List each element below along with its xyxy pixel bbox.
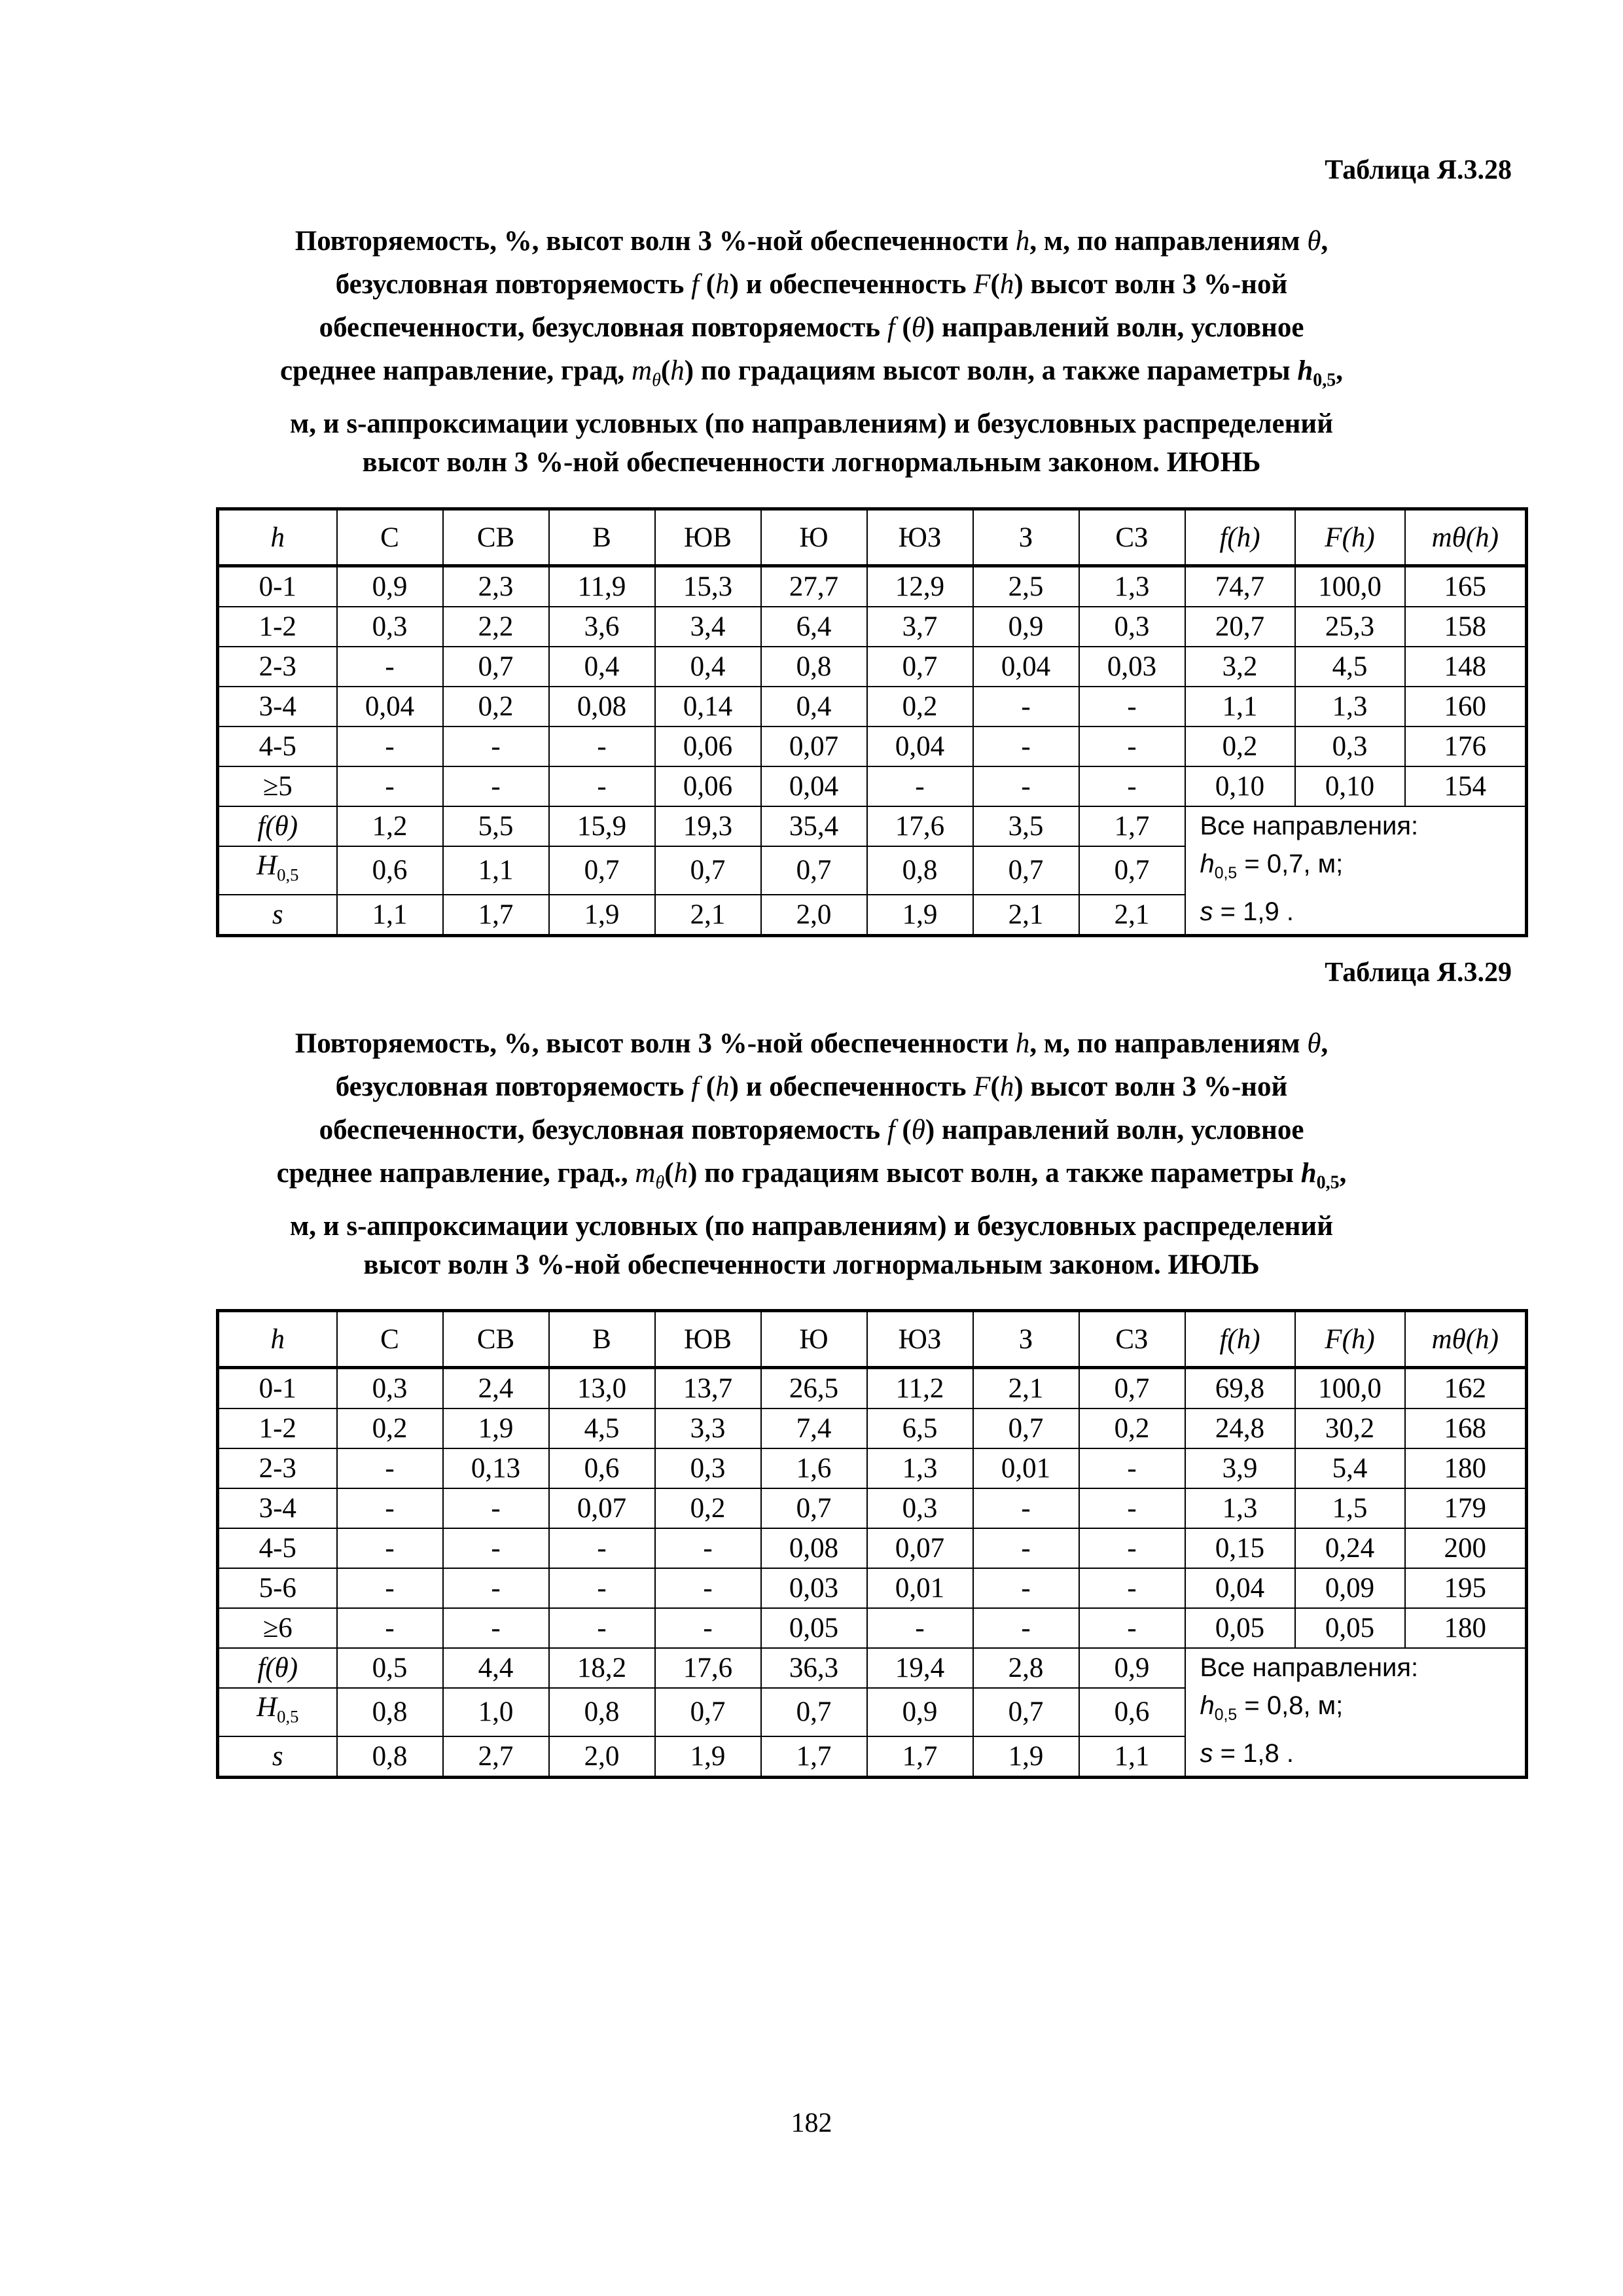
table-cell: 3,7 [867, 607, 973, 647]
table-cell: 168 [1405, 1408, 1527, 1448]
table-row [218, 1368, 1527, 1409]
f-theta-row [218, 806, 1527, 846]
table-cell: 2,1 [973, 1368, 1079, 1409]
caption-line: среднее направление, град., $m_\theta(h)$ по градациям высот волн, а также параметры $h_{0,5}$, [276, 1158, 1347, 1193]
caption-line: среднее направление, град, $m_\theta(h)$ по градациям высот волн, а также параметры $h_{0,5}$, [279, 355, 1344, 391]
table-row [218, 1488, 1527, 1528]
table-cell: 0,15 [1185, 1528, 1295, 1568]
table-cell: - [1079, 1488, 1185, 1528]
summary-title: Все направления: [1200, 812, 1419, 840]
table-cell: - [1079, 1528, 1185, 1568]
table-cell: 74,7 [1185, 566, 1295, 607]
table-number-2: Таблица Я.3.29 [1325, 958, 1512, 988]
table-cell: 27,7 [761, 566, 867, 607]
table-cell: 0,4 [549, 647, 655, 687]
header-cell: F(h) [1295, 1311, 1405, 1368]
page-number: 182 [791, 2108, 832, 2138]
table-cell: 13,7 [655, 1368, 761, 1409]
table-cell: - [337, 647, 443, 687]
header-cell: С [337, 1311, 443, 1368]
table-cell: 6,4 [761, 607, 867, 647]
table-cell: 0,8 [337, 1736, 443, 1778]
table-cell: - [1079, 766, 1185, 806]
header-cell: ЮВ [655, 1311, 761, 1368]
table-cell: 0,13 [443, 1448, 549, 1488]
table-cell: 1,2 [337, 806, 443, 846]
table-cell: 0,7 [549, 846, 655, 895]
table-cell: 11,9 [549, 566, 655, 607]
row-label: f(θ) [218, 1648, 337, 1688]
table-cell: 36,3 [761, 1648, 867, 1688]
table-cell: 0,6 [337, 846, 443, 895]
caption-line: обеспеченности, безусловная повторяемость f (θ) направлений волн, условное [319, 312, 1304, 343]
caption-line: Повторяемость, %, высот волн 3 %-ной обеспеченности h, м, по направлениям θ, [294, 226, 1329, 257]
table-cell: 0,01 [867, 1568, 973, 1608]
table-cell: 0,9 [973, 607, 1079, 647]
table-cell: - [867, 766, 973, 806]
table-cell: 0,04 [973, 647, 1079, 687]
header-cell: СЗ [1079, 1311, 1185, 1368]
table-cell: 0,04 [867, 726, 973, 766]
table-cell: 0,7 [973, 846, 1079, 895]
table-cell: - [337, 766, 443, 806]
table-cell: 3,9 [1185, 1448, 1295, 1488]
table-cell: 69,8 [1185, 1368, 1295, 1409]
table-cell: 2,1 [655, 895, 761, 936]
table-cell: 0,07 [761, 726, 867, 766]
table-cell: 0,05 [761, 1608, 867, 1648]
table-cell: 1,1 [1079, 1736, 1185, 1778]
table-cell: - [337, 1488, 443, 1528]
table-cell: 13,0 [549, 1368, 655, 1409]
table-cell: 30,2 [1295, 1408, 1405, 1448]
table-cell: 162 [1405, 1368, 1527, 1409]
table-cell: 4,4 [443, 1648, 549, 1688]
table-cell: 0,06 [655, 726, 761, 766]
table-header-row [218, 1311, 1527, 1368]
row-label: 5-6 [218, 1568, 337, 1608]
caption-line: обеспеченности, безусловная повторяемость f (θ) направлений волн, условное [319, 1115, 1304, 1145]
table-cell: 1,3 [1079, 566, 1185, 607]
table-cell: - [337, 1608, 443, 1648]
table-cell: - [973, 687, 1079, 726]
table-cell: 26,5 [761, 1368, 867, 1409]
table-cell: 0,3 [655, 1448, 761, 1488]
table-cell: 1,9 [973, 1736, 1079, 1778]
table-cell: - [549, 726, 655, 766]
table-row [218, 566, 1527, 607]
table-cell: 0,2 [1079, 1408, 1185, 1448]
table-cell: - [443, 1568, 549, 1608]
table-cell: 0,7 [973, 1688, 1079, 1736]
table-cell: 1,5 [1295, 1488, 1405, 1528]
header-cell: СЗ [1079, 509, 1185, 566]
table-cell: 165 [1405, 566, 1527, 607]
table-row [218, 1528, 1527, 1568]
header-cell: З [973, 1311, 1079, 1368]
table-cell: - [973, 1568, 1079, 1608]
table-cell: 2,0 [549, 1736, 655, 1778]
table-cell: 0,7 [973, 1408, 1079, 1448]
table-cell: 0,04 [1185, 1568, 1295, 1608]
row-label: 0-1 [218, 1368, 337, 1409]
header-cell: С [337, 509, 443, 566]
table-cell: 3,2 [1185, 647, 1295, 687]
table-cell: 17,6 [655, 1648, 761, 1688]
table-cell: 15,9 [549, 806, 655, 846]
table-row [218, 766, 1527, 806]
table-cell: 25,3 [1295, 607, 1405, 647]
table-cell: 0,9 [337, 566, 443, 607]
table-cell: 0,06 [655, 766, 761, 806]
table-cell: 0,07 [867, 1528, 973, 1568]
header-cell: h [218, 509, 337, 566]
table-cell: 0,04 [337, 687, 443, 726]
table-cell: 3,3 [655, 1408, 761, 1448]
table-cell: 0,7 [761, 1488, 867, 1528]
header-cell: ЮЗ [867, 1311, 973, 1368]
header-cell: mθ(h) [1405, 1311, 1527, 1368]
row-label: 3-4 [218, 687, 337, 726]
caption-line: высот волн 3 %-ной обеспеченности логнормальным законом. ИЮЛЬ [363, 1249, 1260, 1280]
table-cell: 0,6 [549, 1448, 655, 1488]
table-row [218, 1568, 1527, 1608]
row-label: 0-1 [218, 566, 337, 607]
header-cell: СВ [443, 509, 549, 566]
table-cell: 17,6 [867, 806, 973, 846]
table-cell: 1,7 [443, 895, 549, 936]
table-cell: 0,7 [867, 647, 973, 687]
table-cell: 0,05 [1295, 1608, 1405, 1648]
table-cell: 0,10 [1185, 766, 1295, 806]
row-label: s [218, 895, 337, 936]
table-cell: 2,3 [443, 566, 549, 607]
table-cell: 180 [1405, 1448, 1527, 1488]
table-cell: 0,3 [337, 1368, 443, 1409]
table-header-row [218, 509, 1527, 566]
table-row [218, 1608, 1527, 1648]
table-cell: 0,9 [1079, 1648, 1185, 1688]
data-table-june [216, 507, 1528, 937]
table-cell: 2,0 [761, 895, 867, 936]
table-cell: 0,8 [867, 846, 973, 895]
all-directions-summary [1185, 1648, 1527, 1777]
header-cell: СВ [443, 1311, 549, 1368]
header-cell: В [549, 509, 655, 566]
table-cell: 0,3 [337, 607, 443, 647]
table-cell: 0,7 [1079, 1368, 1185, 1409]
table-cell: - [549, 1568, 655, 1608]
table-cell: 160 [1405, 687, 1527, 726]
table-cell: 7,4 [761, 1408, 867, 1448]
caption-line: высот волн 3 %-ной обеспеченности логнормальным законом. ИЮНЬ [362, 446, 1261, 478]
table-cell: - [1079, 1568, 1185, 1608]
table-row [218, 1408, 1527, 1448]
table-cell: - [867, 1608, 973, 1648]
header-cell: Ю [761, 509, 867, 566]
table-cell: 154 [1405, 766, 1527, 806]
table-cell: 20,7 [1185, 607, 1295, 647]
table-cell: 2,7 [443, 1736, 549, 1778]
table-row [218, 687, 1527, 726]
table-cell: 3,4 [655, 607, 761, 647]
table-row [218, 726, 1527, 766]
summary-s: s = 1,9 . [1200, 897, 1294, 926]
row-label: $H_{0,5}$ [218, 846, 337, 895]
header-cell: F(h) [1295, 509, 1405, 566]
data-table-july [216, 1309, 1528, 1779]
table-cell: 0,8 [761, 647, 867, 687]
table-cell: - [443, 1488, 549, 1528]
header-cell: ЮЗ [867, 509, 973, 566]
table-cell: 1,6 [761, 1448, 867, 1488]
row-label: $H_{0,5}$ [218, 1688, 337, 1736]
table-cell: - [443, 1528, 549, 1568]
table-cell: 100,0 [1295, 1368, 1405, 1409]
table-cell: 0,8 [549, 1688, 655, 1736]
table-cell: 0,09 [1295, 1568, 1405, 1608]
table-cell: 1,0 [443, 1688, 549, 1736]
table-cell: 0,01 [973, 1448, 1079, 1488]
row-label: 1-2 [218, 1408, 337, 1448]
table-cell: - [1079, 1608, 1185, 1648]
table-cell: 0,8 [337, 1688, 443, 1736]
table-cell: 1,9 [443, 1408, 549, 1448]
row-label: 2-3 [218, 1448, 337, 1488]
summary-h05: $h_{0,5} = 0,7$, м; [1200, 850, 1344, 882]
table-cell: 0,7 [761, 1688, 867, 1736]
table-cell: 0,3 [867, 1488, 973, 1528]
table-cell: 0,2 [1185, 726, 1295, 766]
table-cell: 11,2 [867, 1368, 973, 1409]
table-cell: 1,3 [1185, 1488, 1295, 1528]
table-cell: 2,1 [1079, 895, 1185, 936]
header-cell: f(h) [1185, 509, 1295, 566]
table-cell: 1,3 [867, 1448, 973, 1488]
table-cell: 1,7 [867, 1736, 973, 1778]
table-cell: - [1079, 726, 1185, 766]
table-cell: 0,2 [867, 687, 973, 726]
table-cell: 3,5 [973, 806, 1079, 846]
table-cell: 35,4 [761, 806, 867, 846]
table-row [218, 1448, 1527, 1488]
table-cell: - [973, 726, 1079, 766]
table-cell: 1,9 [655, 1736, 761, 1778]
table-cell: 0,7 [655, 846, 761, 895]
table-cell: 0,07 [549, 1488, 655, 1528]
table-cell: - [973, 1488, 1079, 1528]
row-label: 4-5 [218, 726, 337, 766]
table-cell: - [973, 1608, 1079, 1648]
table-cell: 179 [1405, 1488, 1527, 1528]
table-cell: 0,2 [443, 687, 549, 726]
table-cell: 176 [1405, 726, 1527, 766]
table-cell: - [337, 1568, 443, 1608]
table-cell: 1,3 [1295, 687, 1405, 726]
table-cell: 4,5 [1295, 647, 1405, 687]
table-cell: 1,9 [867, 895, 973, 936]
table-cell: 1,1 [1185, 687, 1295, 726]
table-cell: 200 [1405, 1528, 1527, 1568]
summary-h05: $h_{0,5} = 0,8$, м; [1200, 1691, 1344, 1724]
f-theta-row [218, 1648, 1527, 1688]
table-cell: 0,2 [337, 1408, 443, 1448]
table-cell: 2,2 [443, 607, 549, 647]
table-cell: 1,9 [549, 895, 655, 936]
table-cell: 0,3 [1295, 726, 1405, 766]
table-cell: 0,2 [655, 1488, 761, 1528]
table-caption-1 [196, 220, 1427, 480]
table-cell: - [655, 1568, 761, 1608]
table-cell: 0,05 [1185, 1608, 1295, 1648]
table-cell: - [655, 1528, 761, 1568]
table-cell: 100,0 [1295, 566, 1405, 607]
table-cell: 148 [1405, 647, 1527, 687]
table-cell: 180 [1405, 1608, 1527, 1648]
caption-line: безусловная повторяемость f (h) и обеспеченность F(h) высот волн 3 %-ной [335, 1071, 1288, 1102]
table-cell: 0,14 [655, 687, 761, 726]
table-cell: 158 [1405, 607, 1527, 647]
table-cell: - [337, 1448, 443, 1488]
row-label: ≥5 [218, 766, 337, 806]
table-cell: 12,9 [867, 566, 973, 607]
table-cell: 0,08 [761, 1528, 867, 1568]
table-cell: 3,6 [549, 607, 655, 647]
row-label: ≥6 [218, 1608, 337, 1648]
table-cell: 1,7 [761, 1736, 867, 1778]
summary-s: s = 1,8 . [1200, 1739, 1294, 1768]
table-cell: 6,5 [867, 1408, 973, 1448]
row-label: f(θ) [218, 806, 337, 846]
table-cell: - [549, 1608, 655, 1648]
caption-line: безусловная повторяемость f (h) и обеспеченность F(h) высот волн 3 %-ной [335, 269, 1288, 300]
header-cell: f(h) [1185, 1311, 1295, 1368]
table-cell: 0,10 [1295, 766, 1405, 806]
table-cell: 0,4 [761, 687, 867, 726]
table-cell: 5,5 [443, 806, 549, 846]
table-cell: - [655, 1608, 761, 1648]
table-cell: 0,03 [761, 1568, 867, 1608]
table-cell: - [443, 1608, 549, 1648]
header-cell: h [218, 1311, 337, 1368]
row-label: 4-5 [218, 1528, 337, 1568]
row-label: 2-3 [218, 647, 337, 687]
table-cell: 0,03 [1079, 647, 1185, 687]
table-cell: 0,7 [1079, 846, 1185, 895]
table-cell: 19,3 [655, 806, 761, 846]
table-cell: - [443, 726, 549, 766]
table-cell: 4,5 [549, 1408, 655, 1448]
row-label: 3-4 [218, 1488, 337, 1528]
header-cell: З [973, 509, 1079, 566]
table-row [218, 647, 1527, 687]
table-cell: 1,1 [337, 895, 443, 936]
caption-line: м, и s-аппроксимации условных (по направлениям) и безусловных распределений [290, 1210, 1333, 1242]
table-cell: 2,5 [973, 566, 1079, 607]
caption-line: м, и s-аппроксимации условных (по направлениям) и безусловных распределений [290, 408, 1333, 439]
table-cell: 195 [1405, 1568, 1527, 1608]
table-cell: - [973, 766, 1079, 806]
table-cell: 2,8 [973, 1648, 1079, 1688]
row-label: 1-2 [218, 607, 337, 647]
table-cell: 0,5 [337, 1648, 443, 1688]
table-cell: - [1079, 687, 1185, 726]
table-cell: 0,7 [761, 846, 867, 895]
table-cell: 0,24 [1295, 1528, 1405, 1568]
table-cell: - [337, 726, 443, 766]
table-cell: 2,1 [973, 895, 1079, 936]
table-cell: - [549, 766, 655, 806]
table-number-1: Таблица Я.3.28 [1325, 155, 1512, 185]
table-cell: - [1079, 1448, 1185, 1488]
all-directions-summary [1185, 806, 1527, 935]
table-cell: 0,7 [443, 647, 549, 687]
header-cell: ЮВ [655, 509, 761, 566]
table-cell: 0,7 [655, 1688, 761, 1736]
table-cell: - [973, 1528, 1079, 1568]
table-row [218, 607, 1527, 647]
table-cell: 5,4 [1295, 1448, 1405, 1488]
table-cell: 18,2 [549, 1648, 655, 1688]
header-cell: В [549, 1311, 655, 1368]
table-cell: 1,7 [1079, 806, 1185, 846]
table-cell: - [443, 766, 549, 806]
header-cell: Ю [761, 1311, 867, 1368]
table-cell: 1,1 [443, 846, 549, 895]
header-cell: mθ(h) [1405, 509, 1527, 566]
row-label: s [218, 1736, 337, 1778]
table-cell: 0,08 [549, 687, 655, 726]
summary-title: Все направления: [1200, 1653, 1419, 1682]
table-cell: 0,9 [867, 1688, 973, 1736]
table-cell: 0,3 [1079, 607, 1185, 647]
table-cell: 0,4 [655, 647, 761, 687]
table-cell: - [337, 1528, 443, 1568]
table-cell: 19,4 [867, 1648, 973, 1688]
table-cell: - [549, 1528, 655, 1568]
table-cell: 0,04 [761, 766, 867, 806]
table-cell: 15,3 [655, 566, 761, 607]
table-cell: 24,8 [1185, 1408, 1295, 1448]
table-cell: 0,6 [1079, 1688, 1185, 1736]
caption-line: Повторяемость, %, высот волн 3 %-ной обеспеченности h, м, по направлениям θ, [294, 1028, 1329, 1059]
table-cell: 2,4 [443, 1368, 549, 1409]
table-caption-2 [196, 1022, 1427, 1282]
